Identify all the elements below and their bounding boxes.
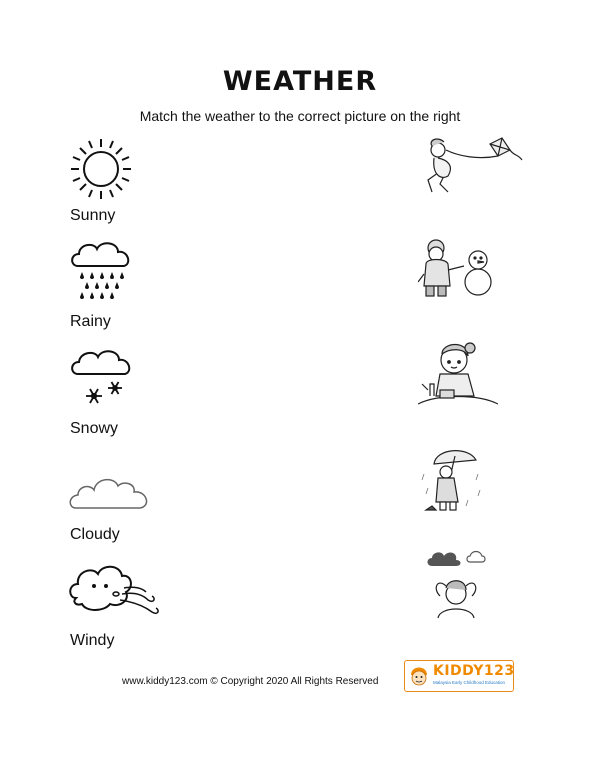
kiddy123-logo — [404, 660, 514, 692]
mascot-icon — [409, 665, 429, 687]
sun-icon — [68, 136, 134, 202]
snowman-picture — [418, 234, 498, 298]
weather-label-cloudy: Cloudy — [70, 526, 120, 543]
instructions: Match the weather to the correct picture on the right — [139, 108, 461, 124]
snow-cloud-icon — [68, 344, 138, 410]
sandcastle-picture — [418, 338, 498, 408]
weather-label-rainy: Rainy — [70, 313, 111, 330]
weather-label-snowy: Snowy — [70, 420, 119, 437]
rain-cloud-icon — [68, 236, 138, 302]
weather-label-windy: Windy — [70, 632, 115, 649]
logo-subtext: Malaysia Early Childhood Education — [433, 680, 506, 685]
wind-cloud-icon — [68, 558, 164, 624]
weather-label-sunny: Sunny — [70, 207, 116, 224]
cloud-person-picture — [418, 548, 508, 620]
page-title: WEATHER — [222, 66, 378, 97]
logo-text: KIDDY123 — [433, 663, 515, 679]
umbrella-picture — [418, 444, 488, 518]
kite-picture — [418, 136, 528, 198]
copyright-footer: www.kiddy123.com © Copyright 2020 All Rights Reserved — [122, 676, 379, 687]
cloud-icon — [68, 470, 154, 516]
